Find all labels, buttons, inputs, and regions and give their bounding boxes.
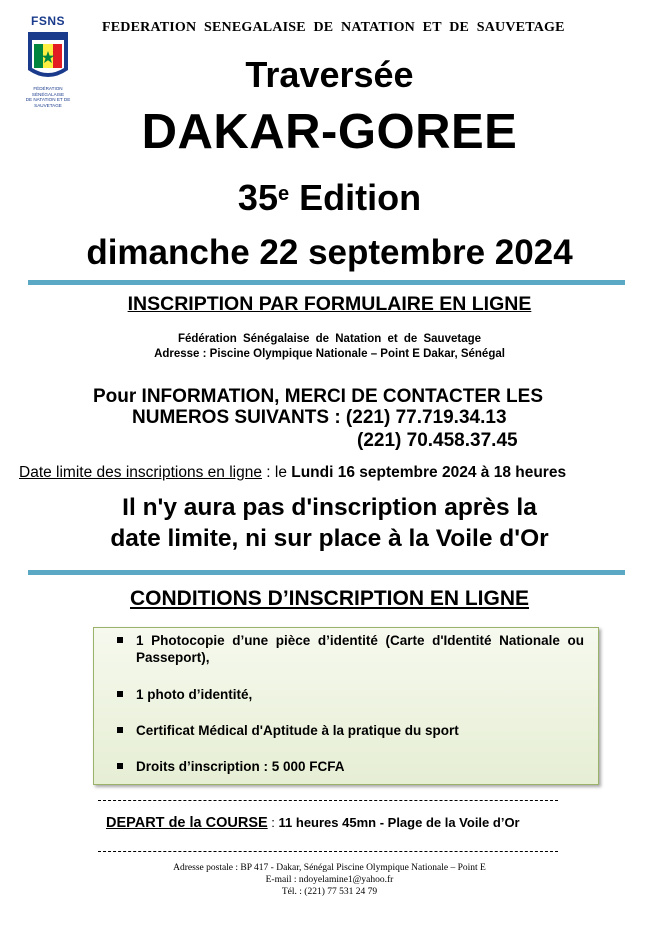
organisation-name: Fédération Sénégalaise de Natation et de Sauvetage <box>177 333 482 345</box>
edition-number: 35 <box>237 177 278 218</box>
race-start-info <box>106 815 520 831</box>
deadline-value: Lundi 16 septembre 2024 à 18 heures <box>291 464 567 481</box>
event-title-line1: Traversée <box>245 54 414 95</box>
conditions-heading: CONDITIONS D’INSCRIPTION EN LIGNE <box>129 587 530 610</box>
logo-abbreviation: FSNS <box>30 14 65 28</box>
bullet-icon <box>117 763 123 769</box>
bullet-icon <box>117 727 123 733</box>
registration-deadline <box>19 464 566 482</box>
registration-heading: INSCRIPTION PAR FORMULAIRE EN LIGNE <box>127 293 532 315</box>
list-item: Droits d’inscription : 5 000 FCFA <box>136 758 584 775</box>
event-title-line2: DAKAR-GOREE <box>141 105 518 159</box>
federation-header: FEDERATION SENEGALAISE DE NATATION ET DE SAUVETAGE <box>102 20 565 35</box>
dashed-divider <box>98 851 558 852</box>
depart-label: DEPART de la COURSE <box>106 815 268 831</box>
footer-postal-address: Adresse postale : BP 417 - Dakar, Sénégal Piscine Olympique Nationale – Point E <box>173 863 486 873</box>
edition-label <box>0 176 659 220</box>
contact-info-line3: (221) 70.458.37.45 <box>357 430 518 451</box>
contact-info-line2: NUMEROS SUIVANTS : (221) 77.719.34.13 <box>132 407 507 428</box>
edition-superscript: e <box>277 183 290 205</box>
depart-time: 11 heures 45mn <box>278 815 377 830</box>
contact-info-line1: Pour INFORMATION, MERCI DE CONTACTER LES <box>93 386 544 407</box>
depart-location: - Plage de la Voile d’Or <box>376 815 520 830</box>
list-item: 1 Photocopie d’une pièce d’identité (Carte d'Identité Nationale ou Passeport), <box>136 632 584 666</box>
section-divider <box>28 280 625 285</box>
footer-phone: Tél. : (221) 77 531 24 79 <box>281 887 378 897</box>
dashed-divider <box>98 800 558 801</box>
bullet-icon <box>117 637 123 643</box>
warning-line2: date limite, ni sur place à la Voile d'Or <box>110 525 549 552</box>
deadline-label: Date limite des inscriptions en ligne <box>19 464 262 481</box>
organisation-address: Adresse : Piscine Olympique Nationale – Point E Dakar, Sénégal <box>154 348 505 360</box>
list-item: Certificat Médical d'Aptitude à la pratique du sport <box>136 722 584 739</box>
edition-word: Edition <box>289 177 422 218</box>
list-item: 1 photo d’identité, <box>136 686 584 703</box>
logo-subtitle: FÉDÉRATION SÉNÉGALAISE DE NATATION ET DE SAUVETAGE <box>25 86 71 108</box>
footer-email: E-mail : ndoyelamine1@yahoo.fr <box>265 875 394 885</box>
depart-separator: : <box>267 815 279 830</box>
conditions-box <box>93 627 599 785</box>
section-divider <box>28 570 625 575</box>
bullet-icon <box>117 691 123 697</box>
warning-line1: Il n'y aura pas d'inscription après la <box>122 494 537 521</box>
deadline-separator: : le <box>261 464 292 481</box>
event-date: dimanche 22 septembre 2024 <box>86 233 573 272</box>
